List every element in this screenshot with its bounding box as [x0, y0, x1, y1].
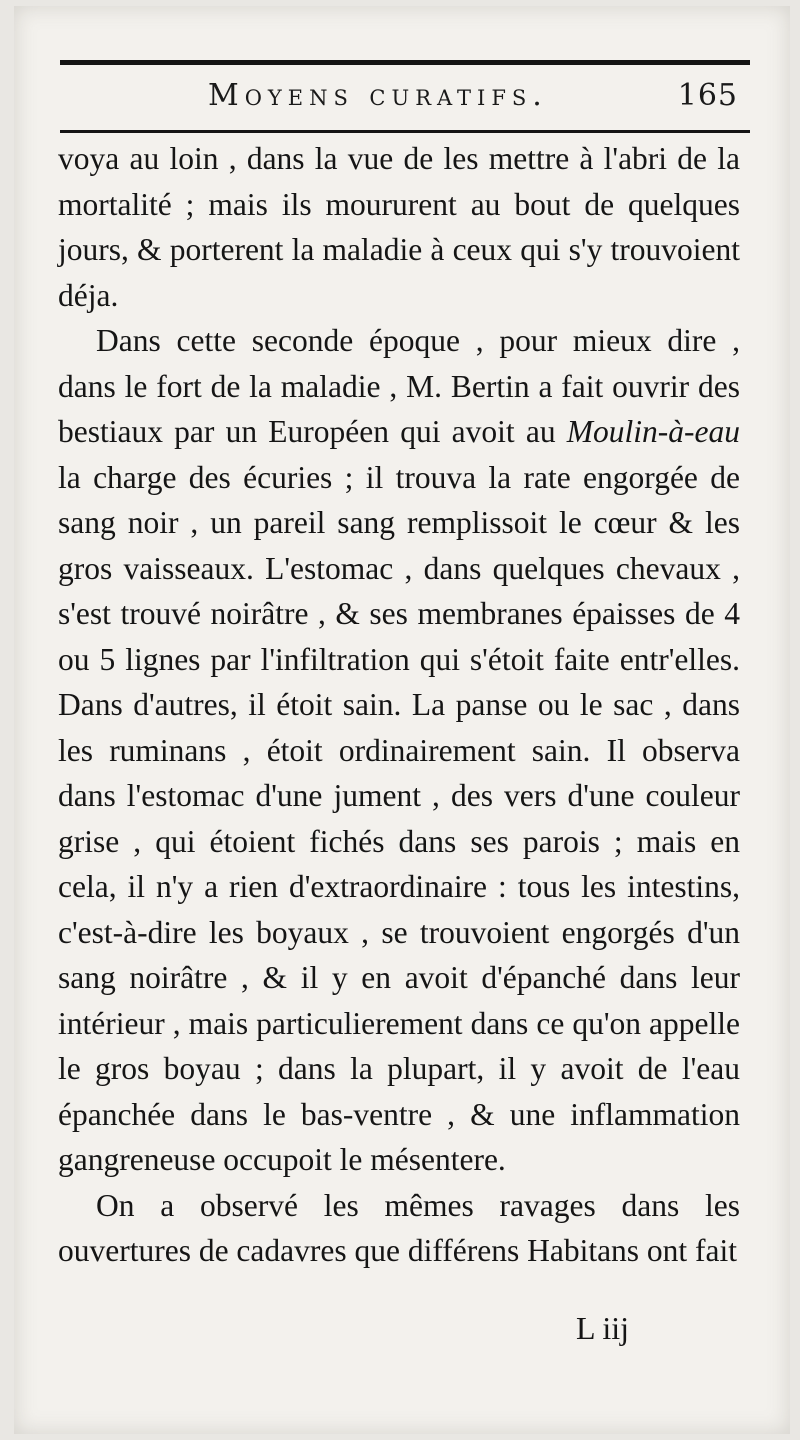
- page-number: 165: [677, 78, 738, 113]
- running-title: Moyens curatifs.: [208, 78, 548, 113]
- book-page: [14, 6, 790, 1434]
- paragraph-3: On a observé les mêmes ravages dans les ouvertures de cadavres que différens Habitans ont fait: [58, 1187, 740, 1268]
- header-rule-bottom: [60, 130, 750, 133]
- running-head: [60, 76, 750, 120]
- paragraph-2-part-2: la charge des écuries ; il trouva la rate engorgée de sang noir , un pareil sang remplissoit le cœur & les gros vaisseaux. L'estomac , dans quelques chevaux , s'est trouvé noirâtre , & ses membranes épaisses de 4 ou 5 lignes par l'infiltration qui s'étoit faite entr'elles. Dans d'autres, il étoit sain. La panse ou le sac , dans les ruminans , étoit ordinairement sain. Il observa dans l'estomac d'une jument , des vers d'une couleur grise , qui étoient fichés dans ses parois ; mais en cela, il n'y a rien d'extraordinaire : tous les intestins, c'est-à-dire les boyaux , se trouvoient engorgés d'un sang noirâtre , & il y en avoit d'épanché dans leur intérieur , mais particulierement dans ce qu'on appelle le gros boyau ; dans la plupart, il y avoit de l'eau épanchée dans le bas-ventre , & une inflammation gangreneuse occupoit le mésentere.: [58, 459, 740, 1177]
- place-name-italic: Moulin-à-eau: [566, 414, 740, 449]
- header-rule-top: [60, 60, 750, 65]
- paragraph-1: voya au loin , dans la vue de les mettre à l'abri de la mortalité ; mais ils moururent au bout de quelques jours, & porterent la maladie à ceux qui s'y trouvoient déja.: [58, 141, 740, 313]
- paragraph-2-part-1: Dans cette seconde époque , pour mieux dire , dans le fort de la maladie , M. Bertin a fait ouvrir des bestiaux par un Européen qui avoit au: [58, 323, 740, 449]
- body-text: [58, 136, 740, 1274]
- paragraph-2: [58, 318, 740, 1183]
- signature-mark: L iij: [576, 1310, 630, 1346]
